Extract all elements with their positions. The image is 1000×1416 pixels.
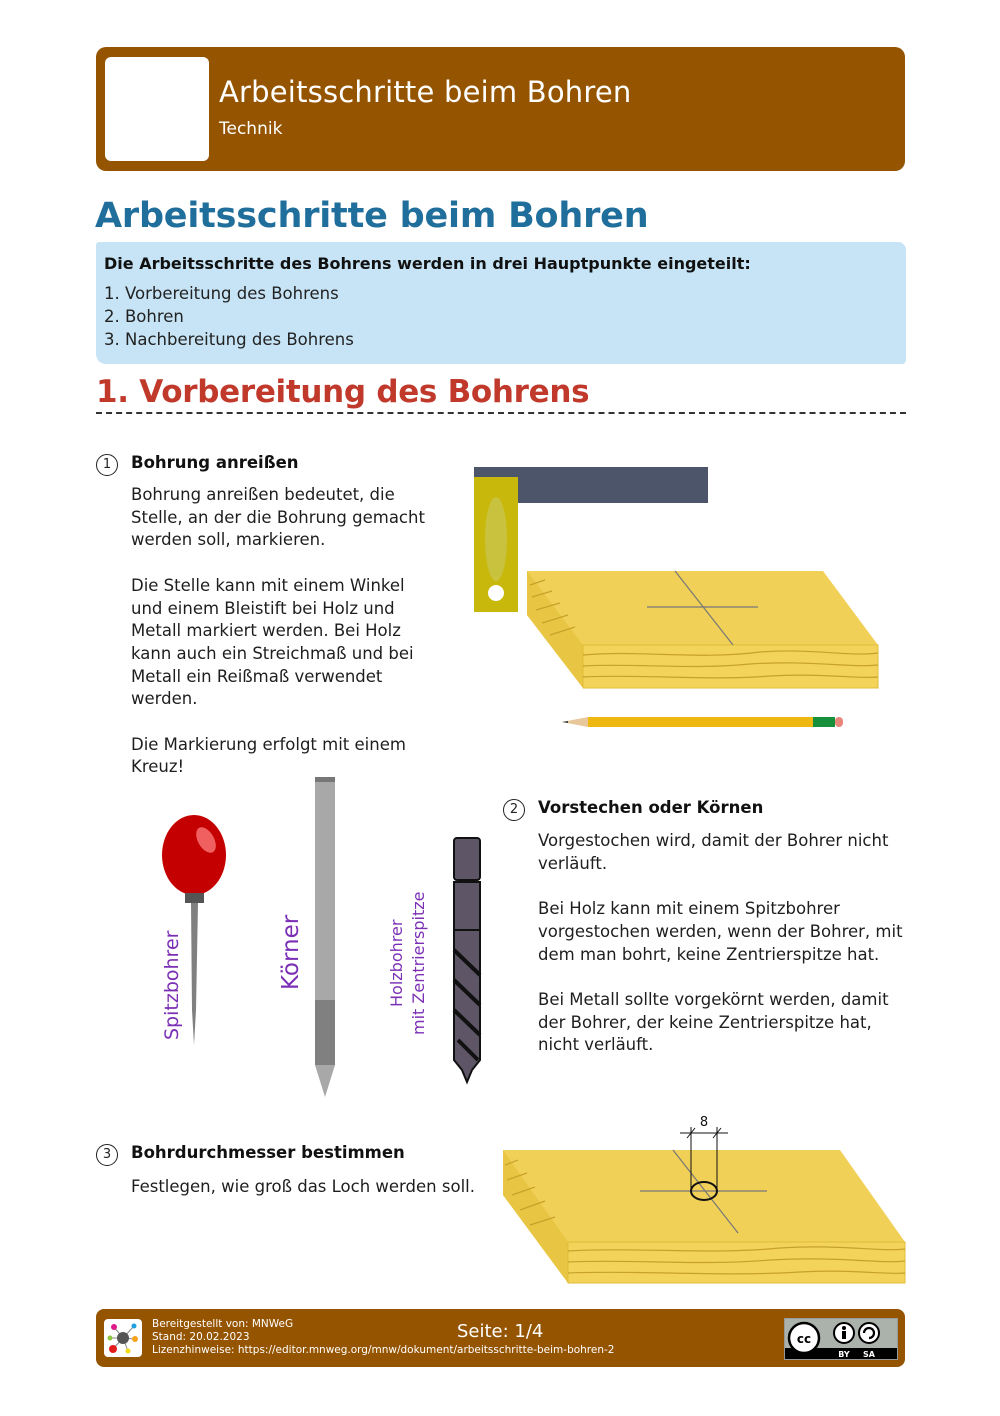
koerner-icon [315, 777, 335, 1097]
step-title: Bohrdurchmesser bestimmen [131, 1143, 405, 1162]
section-title: 1. Vorbereitung des Bohrens [96, 374, 590, 410]
step-paragraph: Vorgestochen wird, damit der Bohrer nicht verläuft. [538, 831, 889, 873]
wood-drill-bit-icon [454, 838, 480, 1082]
step-body [538, 830, 908, 1057]
intro-box [96, 242, 906, 364]
step-paragraph: Festlegen, wie groß das Loch werden soll. [131, 1177, 475, 1196]
step-body [131, 1176, 491, 1199]
intro-list-item: 1. Vorbereitung des Bohrens [104, 284, 339, 303]
step-paragraph: Die Markierung erfolgt mit einem Kreuz! [131, 734, 406, 777]
footer-banner [96, 1309, 905, 1367]
step-paragraph: Bei Holz kann mit einem Spitzbohrer vorgestochen werden, wenn der Bohrer, mit dem man bohrt, keine Zentrierspitze hat. [538, 899, 903, 964]
step-body [131, 484, 431, 779]
intro-list-item: 2. Bohren [104, 307, 184, 326]
header-title: Arbeitsschritte beim Bohren [219, 75, 632, 109]
diameter-label: 8 [699, 1115, 709, 1130]
holzbohrer-label-line2: mit Zentrierspitze [409, 891, 428, 1035]
spitzbohrer-label: Spitzbohrer [161, 930, 183, 1040]
footer-date: Stand: 20.02.2023 [152, 1331, 250, 1343]
intro-lead: Die Arbeitsschritte des Bohrens werden in drei Hauptpunkte eingeteilt: [104, 254, 751, 273]
svg-text:SA: SA [863, 1350, 875, 1359]
footer-license-link[interactable]: Lizenzhinweise: https://editor.mnweg.org/mnw/dokument/arbeitsschritte-beim-bohren-2 [152, 1344, 615, 1356]
share-alike-icon [859, 1323, 879, 1343]
header-banner [96, 47, 905, 171]
page-number: Seite: 1/4 [457, 1321, 544, 1342]
step-paragraph: Bohrung anreißen bedeutet, die Stelle, an der die Bohrung gemacht werden soll, markieren. [131, 485, 425, 550]
pencil-icon [562, 717, 843, 727]
footer-provider: Bereitgestellt von: MNWeG [152, 1318, 294, 1330]
page-title: Arbeitsschritte beim Bohren [95, 196, 649, 236]
svg-text:BY: BY [838, 1350, 850, 1359]
intro-list-item: 3. Nachbereitung des Bohrens [104, 330, 354, 349]
holzbohrer-label-line1: Holzbohrer [387, 919, 406, 1007]
mnweg-logo [104, 1319, 142, 1357]
diameter-illustration [500, 1105, 910, 1290]
wood-board-icon [503, 1150, 905, 1283]
intro-list [104, 282, 354, 351]
step-number-badge: 2 [503, 799, 525, 821]
footer-info [152, 1318, 614, 1357]
step-title: Bohrung anreißen [131, 453, 299, 472]
wood-board-icon [527, 571, 878, 688]
koerner-label: Körner [278, 914, 304, 990]
step-number-badge: 3 [96, 1144, 118, 1166]
step-title: Vorstechen oder Körnen [538, 798, 764, 817]
marking-illustration [460, 455, 900, 745]
header-subject: Technik [219, 119, 283, 139]
header-logo-placeholder [105, 57, 209, 161]
svg-text:cc: cc [796, 1332, 812, 1346]
step-paragraph: Die Stelle kann mit einem Winkel und einem Bleistift bei Holz und Metall markiert werden. Bei Holz kann auch ein Streichmaß und bei Metall ein Reißmaß verwendet werden. [131, 575, 414, 709]
step-number-badge: 1 [96, 454, 118, 476]
step-paragraph: Bei Metall sollte vorgekörnt werden, damit der Bohrer, der keine Zentrierspitze hat, nicht verläuft. [538, 989, 889, 1055]
cc-by-sa-badge[interactable] [784, 1318, 898, 1360]
tools-illustration [140, 770, 500, 1110]
network-logo-icon [104, 1319, 142, 1357]
section-divider [96, 412, 906, 414]
